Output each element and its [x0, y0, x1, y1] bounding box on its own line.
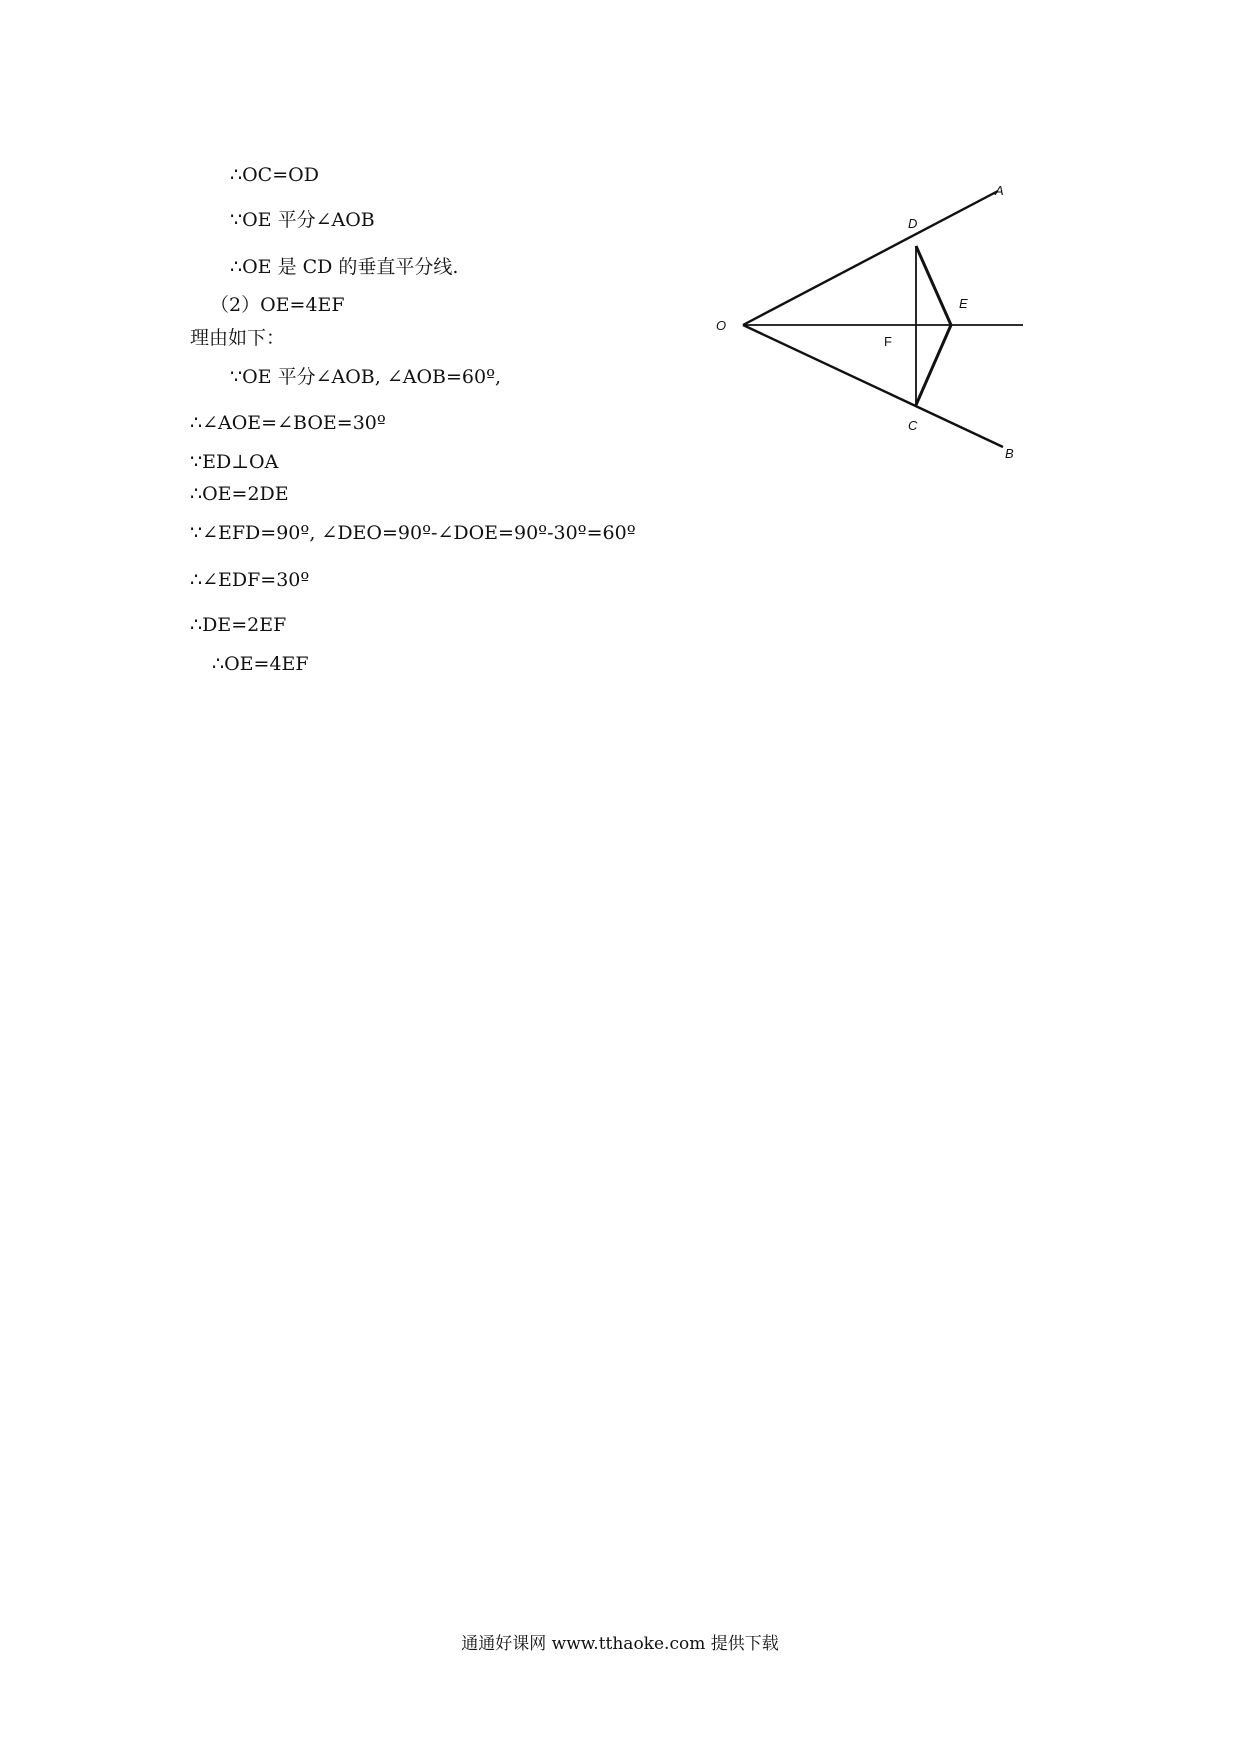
figure-background	[708, 160, 1038, 460]
proof-line-5: 理由如下：	[190, 327, 286, 349]
proof-line-3: ∴OE 是 CD 的垂直平分线.	[230, 256, 459, 278]
point-label-e: E	[959, 296, 968, 311]
point-label-f: F	[884, 334, 892, 349]
geometry-figure	[708, 160, 1038, 460]
point-label-a: A	[995, 183, 1004, 198]
proof-line-12: ∴DE=2EF	[190, 614, 287, 636]
point-label-o: O	[716, 318, 727, 333]
proof-line-10: ∵∠EFD=90º, ∠DEO=90º-∠DOE=90º-30º=60º	[190, 522, 636, 544]
point-label-c: C	[908, 418, 918, 433]
proof-line-7: ∴∠AOE=∠BOE=30º	[190, 412, 386, 434]
proof-line-8: ∵ED⊥OA	[190, 451, 279, 473]
point-label-d: D	[908, 216, 918, 231]
proof-line-4: （2）OE=4EF	[210, 294, 345, 316]
proof-line-13: ∴OE=4EF	[212, 653, 309, 675]
point-label-b: B	[1005, 446, 1014, 460]
proof-line-9: ∴OE=2DE	[190, 483, 289, 505]
proof-line-2: ∵OE 平分∠AOB	[230, 209, 375, 231]
proof-line-6: ∵OE 平分∠AOB, ∠AOB=60º,	[230, 366, 502, 388]
proof-line-11: ∴∠EDF=30º	[190, 569, 310, 591]
footer-text: 通通好课网 www.tthaoke.com 提供下载	[461, 1634, 779, 1654]
proof-line-1: ∴OC=OD	[230, 164, 319, 186]
